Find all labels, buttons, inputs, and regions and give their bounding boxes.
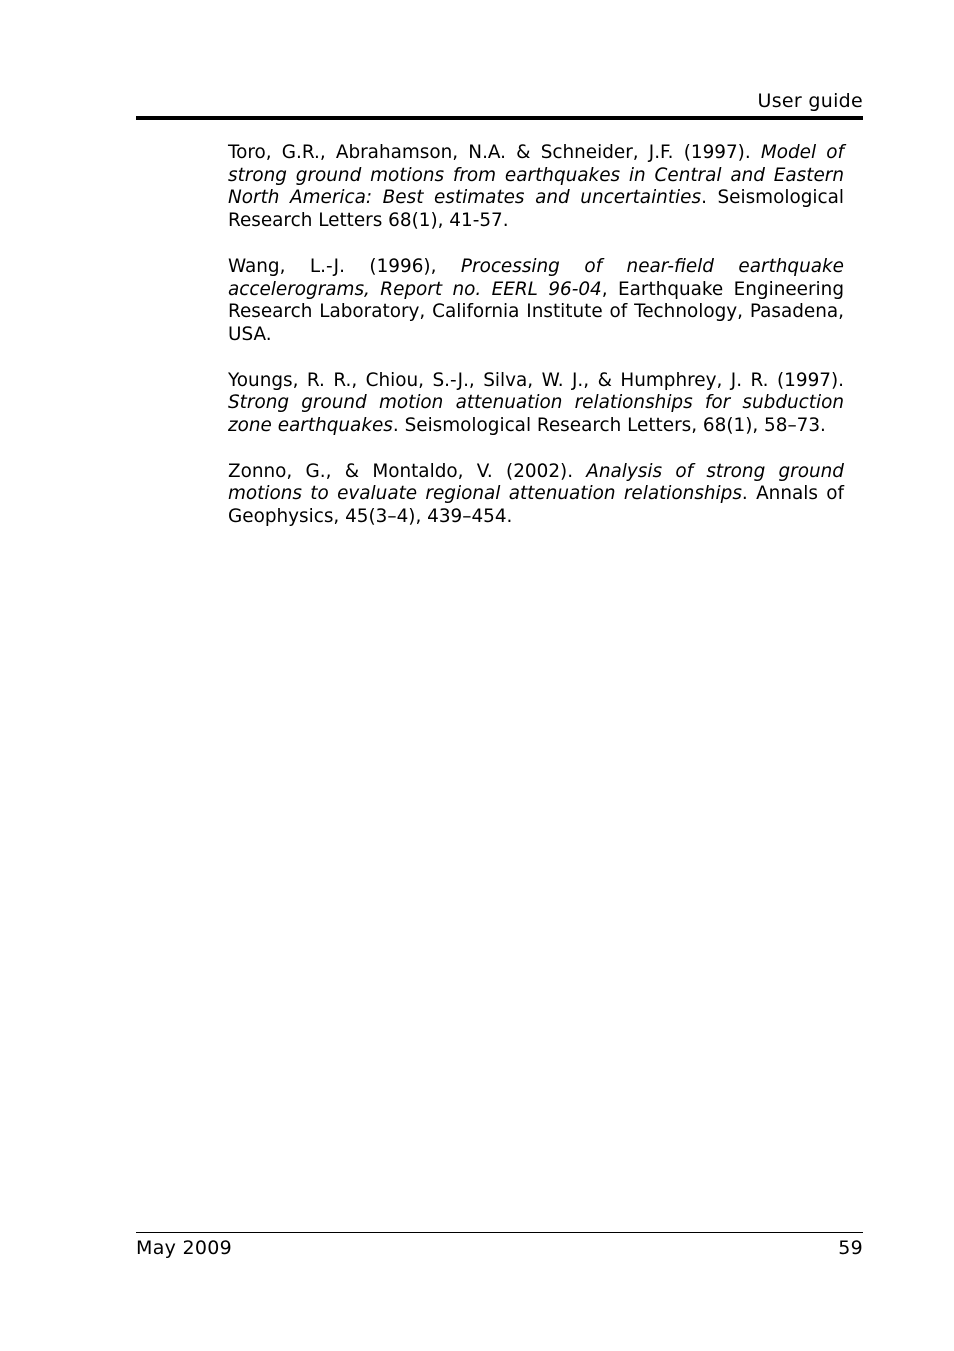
reference-authors: Toro, G.R., Abrahamson, N.A. & Schneider, J.F. (1997). <box>228 142 761 163</box>
reference-source: . Seismological Research Letters 68(1), 41-57. <box>228 187 844 232</box>
reference-source: , Earthquake Engineering Research Laboratory, California Institute of Technology, Pasadena, USA. <box>228 278 844 345</box>
reference-title: Model of strong ground motions from earthquakes in Central and Eastern North America: Best estimates and uncertainties <box>228 142 844 209</box>
reference-source: . Seismological Research Letters, 68(1), 58–73. <box>392 415 826 437</box>
reference-title: Processing of near-field earthquake accelerograms, Report no. EERL 96-04 <box>228 255 844 300</box>
reference-title: Strong ground motion attenuation relationships for subduction zone earthquakes <box>228 392 844 437</box>
page-number: 59 <box>838 1237 863 1259</box>
reference-source: . Annals of Geophysics, 45(3–4), 439–454. <box>228 483 844 528</box>
reference-zonno-2002 <box>228 461 844 529</box>
reference-authors: Wang, L.-J. (1996), <box>228 255 461 277</box>
footer-date: May 2009 <box>136 1237 233 1259</box>
header-title: User guide <box>757 90 863 112</box>
reference-authors: Zonno, G., & Montaldo, V. (2002). <box>228 460 587 482</box>
reference-list <box>228 142 844 552</box>
reference-authors: Youngs, R. R., Chiou, S.-J., Silva, W. J., & Humphrey, J. R. (1997). <box>228 369 844 391</box>
reference-toro-1997 <box>228 142 844 233</box>
header-rule <box>136 116 863 120</box>
reference-title: Analysis of strong ground motions to evaluate regional attenuation relationships <box>228 460 844 505</box>
reference-youngs-1997 <box>228 370 844 438</box>
footer-rule <box>136 1232 863 1233</box>
reference-wang-1996 <box>228 256 844 347</box>
